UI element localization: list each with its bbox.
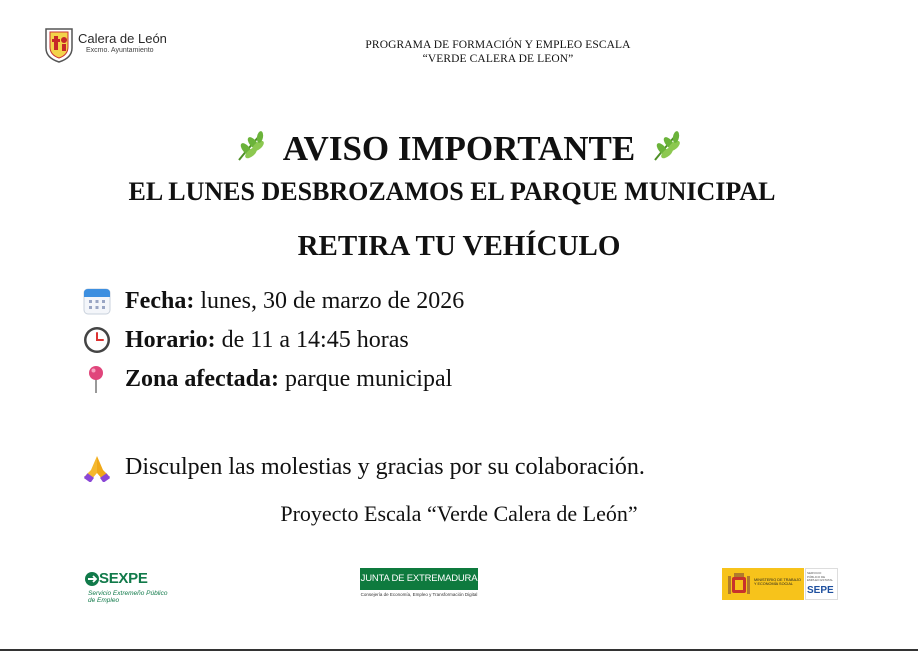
notice-subtitle-1: EL LUNES DESBROZAMOS EL PARQUE MUNICIPAL [128, 177, 776, 206]
ministry-text: MINISTERIO DE TRABAJO Y ECONOMÍA SOCIAL [754, 578, 801, 587]
time-line [82, 325, 409, 355]
sepe-name: SEPE [807, 585, 834, 596]
spain-coat-of-arms-icon [726, 571, 752, 597]
herb-icon [233, 128, 269, 173]
apology-line [82, 452, 645, 482]
date-label: Fecha: [125, 287, 195, 314]
project-name: Proyecto Escala “Verde Calera de León” [280, 501, 638, 526]
zone-value: parque municipal [278, 365, 453, 392]
pushpin-icon [82, 364, 112, 394]
ministry-banner [722, 568, 804, 600]
notice-subtitle-2: RETIRA TU VEHÍCULO [297, 230, 621, 262]
time-label: Horario: [125, 326, 216, 353]
sexpe-subtitle: Servicio Extremeño Público de Empleo [88, 590, 168, 604]
herb-icon [649, 128, 685, 173]
program-line-2: “VERDE CALERA DE LEON” [422, 53, 574, 65]
notice-title: AVISO IMPORTANTE [282, 129, 636, 168]
zone-label: Zona afectada: [125, 365, 279, 392]
praying-hands-icon [82, 452, 112, 482]
program-line-1: PROGRAMA DE FORMACIÓN Y EMPLEO ESCALA [365, 39, 631, 51]
time-value: de 11 a 14:45 horas [215, 326, 409, 353]
sexpe-icon [84, 571, 100, 587]
sepe-small-text: SERVICIO PÚBLICO DE EMPLEO ESTATAL [807, 571, 834, 582]
junta-name: JUNTA DE EXTREMADURA [360, 568, 478, 590]
junta-subtitle: Consejería de Economía, Empleo y Transformación Digital [360, 592, 478, 597]
ministry-logo [722, 568, 838, 600]
logo-name: Calera de León [78, 31, 167, 46]
junta-extremadura-logo [360, 568, 478, 602]
date-line [82, 286, 464, 316]
zone-line [82, 364, 452, 394]
program-heading [300, 38, 696, 66]
date-value: lunes, 30 de marzo de 2026 [194, 287, 465, 314]
municipal-logo [42, 26, 192, 66]
coat-of-arms-icon [42, 26, 76, 64]
sexpe-name: SEXPE [99, 570, 148, 587]
logo-subtitle: Excmo. Ayuntamiento [86, 47, 154, 54]
notice-title-row [0, 128, 918, 173]
apology-text: Disculpen las molestias y gracias por su colaboración. [125, 453, 645, 480]
sexpe-logo [82, 570, 172, 612]
clock-icon [82, 325, 112, 355]
calendar-icon [82, 286, 112, 316]
